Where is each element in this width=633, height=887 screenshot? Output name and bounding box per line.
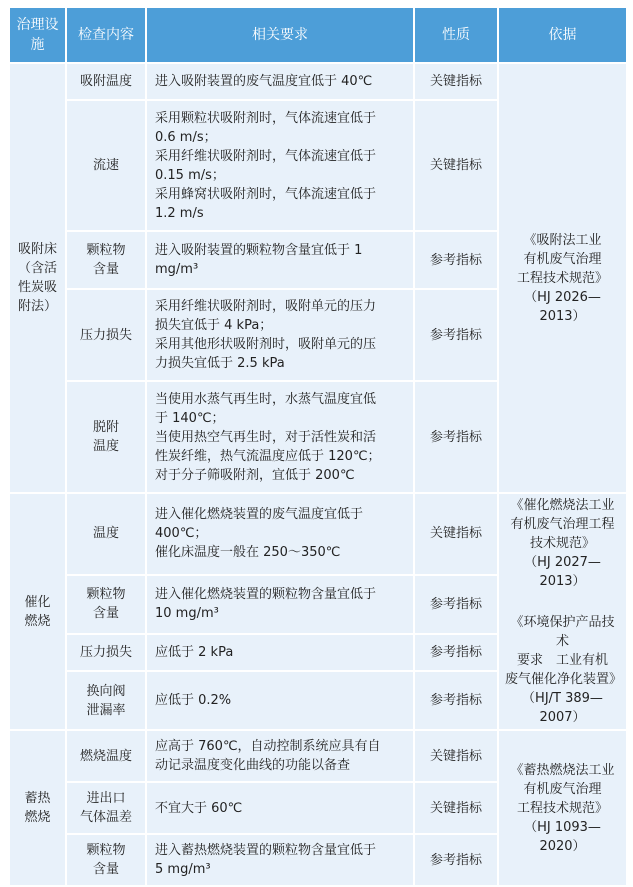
table-row bbox=[9, 730, 627, 782]
item-cell: 压力损失 bbox=[66, 634, 146, 671]
property-cell: 关键指标 bbox=[414, 100, 498, 231]
item-cell: 进出口 气体温差 bbox=[66, 782, 146, 834]
facility-cell: 催化 燃烧 bbox=[9, 493, 66, 730]
basis-spacer bbox=[505, 591, 620, 613]
requirement-cell: 进入蓄热燃烧装置的颗粒物含量宜低于 5 mg/m³ bbox=[146, 834, 414, 886]
requirement-cell: 应高于 760℃，自动控制系统应具有自 动记录温度变化曲线的功能以备查 bbox=[146, 730, 414, 782]
item-cell: 颗粒物 含量 bbox=[66, 575, 146, 634]
property-cell: 参考指标 bbox=[414, 634, 498, 671]
item-cell: 燃烧温度 bbox=[66, 730, 146, 782]
requirement-cell: 不宜大于 60℃ bbox=[146, 782, 414, 834]
header-facility: 治理设施 bbox=[9, 7, 66, 63]
requirement-cell: 进入催化燃烧装置的废气温度宜低于 400℃； 催化床温度一般在 250～350℃ bbox=[146, 493, 414, 575]
table-header-row bbox=[9, 7, 627, 63]
requirement-cell: 应低于 0.2% bbox=[146, 671, 414, 730]
basis-cell: 《蓄热燃烧法工业 有机废气治理 工程技术规范》 （HJ 1093—2020） bbox=[498, 730, 627, 886]
header-basis: 依据 bbox=[498, 7, 627, 63]
basis-cell: 《吸附法工业 有机废气治理 工程技术规范》 （HJ 2026—2013） bbox=[498, 63, 627, 493]
property-cell: 参考指标 bbox=[414, 575, 498, 634]
inspection-table bbox=[8, 6, 628, 887]
property-cell: 关键指标 bbox=[414, 730, 498, 782]
facility-cell: 吸附床 （含活 性炭吸 附法） bbox=[9, 63, 66, 493]
property-cell: 参考指标 bbox=[414, 231, 498, 289]
item-cell: 颗粒物 含量 bbox=[66, 834, 146, 886]
item-cell: 压力损失 bbox=[66, 289, 146, 381]
requirement-cell: 应低于 2 kPa bbox=[146, 634, 414, 671]
requirement-cell: 采用颗粒状吸附剂时，气体流速宜低于 0.6 m/s； 采用纤维状吸附剂时，气体流速宜低于 0.15 m/s； 采用蜂窝状吸附剂时，气体流速宜低于 1.2 m/s bbox=[146, 100, 414, 231]
facility-cell: 蓄热 燃烧 bbox=[9, 730, 66, 886]
item-cell: 吸附温度 bbox=[66, 63, 146, 100]
header-requirement: 相关要求 bbox=[146, 7, 414, 63]
property-cell: 参考指标 bbox=[414, 289, 498, 381]
requirement-cell: 进入吸附装置的颗粒物含量宜低于 1 mg/m³ bbox=[146, 231, 414, 289]
item-cell: 温度 bbox=[66, 493, 146, 575]
requirement-cell: 当使用水蒸气再生时，水蒸气温度宜低 于 140℃； 当使用热空气再生时，对于活性炭和活 性炭纤维，热气流温度应低于 120℃； 对于分子筛吸附剂，宜低于 200℃ bbox=[146, 381, 414, 493]
header-item: 检查内容 bbox=[66, 7, 146, 63]
property-cell: 关键指标 bbox=[414, 63, 498, 100]
item-cell: 脱附 温度 bbox=[66, 381, 146, 493]
property-cell: 参考指标 bbox=[414, 834, 498, 886]
property-cell: 参考指标 bbox=[414, 381, 498, 493]
item-cell: 换向阀 泄漏率 bbox=[66, 671, 146, 730]
header-property: 性质 bbox=[414, 7, 498, 63]
property-cell: 关键指标 bbox=[414, 493, 498, 575]
item-cell: 颗粒物 含量 bbox=[66, 231, 146, 289]
property-cell: 关键指标 bbox=[414, 782, 498, 834]
table-row bbox=[9, 493, 627, 575]
table-row bbox=[9, 63, 627, 100]
requirement-cell: 进入催化燃烧装置的颗粒物含量宜低于 10 mg/m³ bbox=[146, 575, 414, 634]
property-cell: 参考指标 bbox=[414, 671, 498, 730]
item-cell: 流速 bbox=[66, 100, 146, 231]
requirement-cell: 采用纤维状吸附剂时，吸附单元的压力 损失宜低于 4 kPa； 采用其他形状吸附剂时，吸附单元的压 力损失宜低于 2.5 kPa bbox=[146, 289, 414, 381]
basis-cell: 《催化燃烧法工业 有机废气治理工程 技术规范》 （HJ 2027—2013） 《环境保护产品技术 要求 工业有机 废气催化净化装置》 （HJ/T 389—2007） bbox=[498, 493, 627, 730]
requirement-cell: 进入吸附装置的废气温度宜低于 40℃ bbox=[146, 63, 414, 100]
